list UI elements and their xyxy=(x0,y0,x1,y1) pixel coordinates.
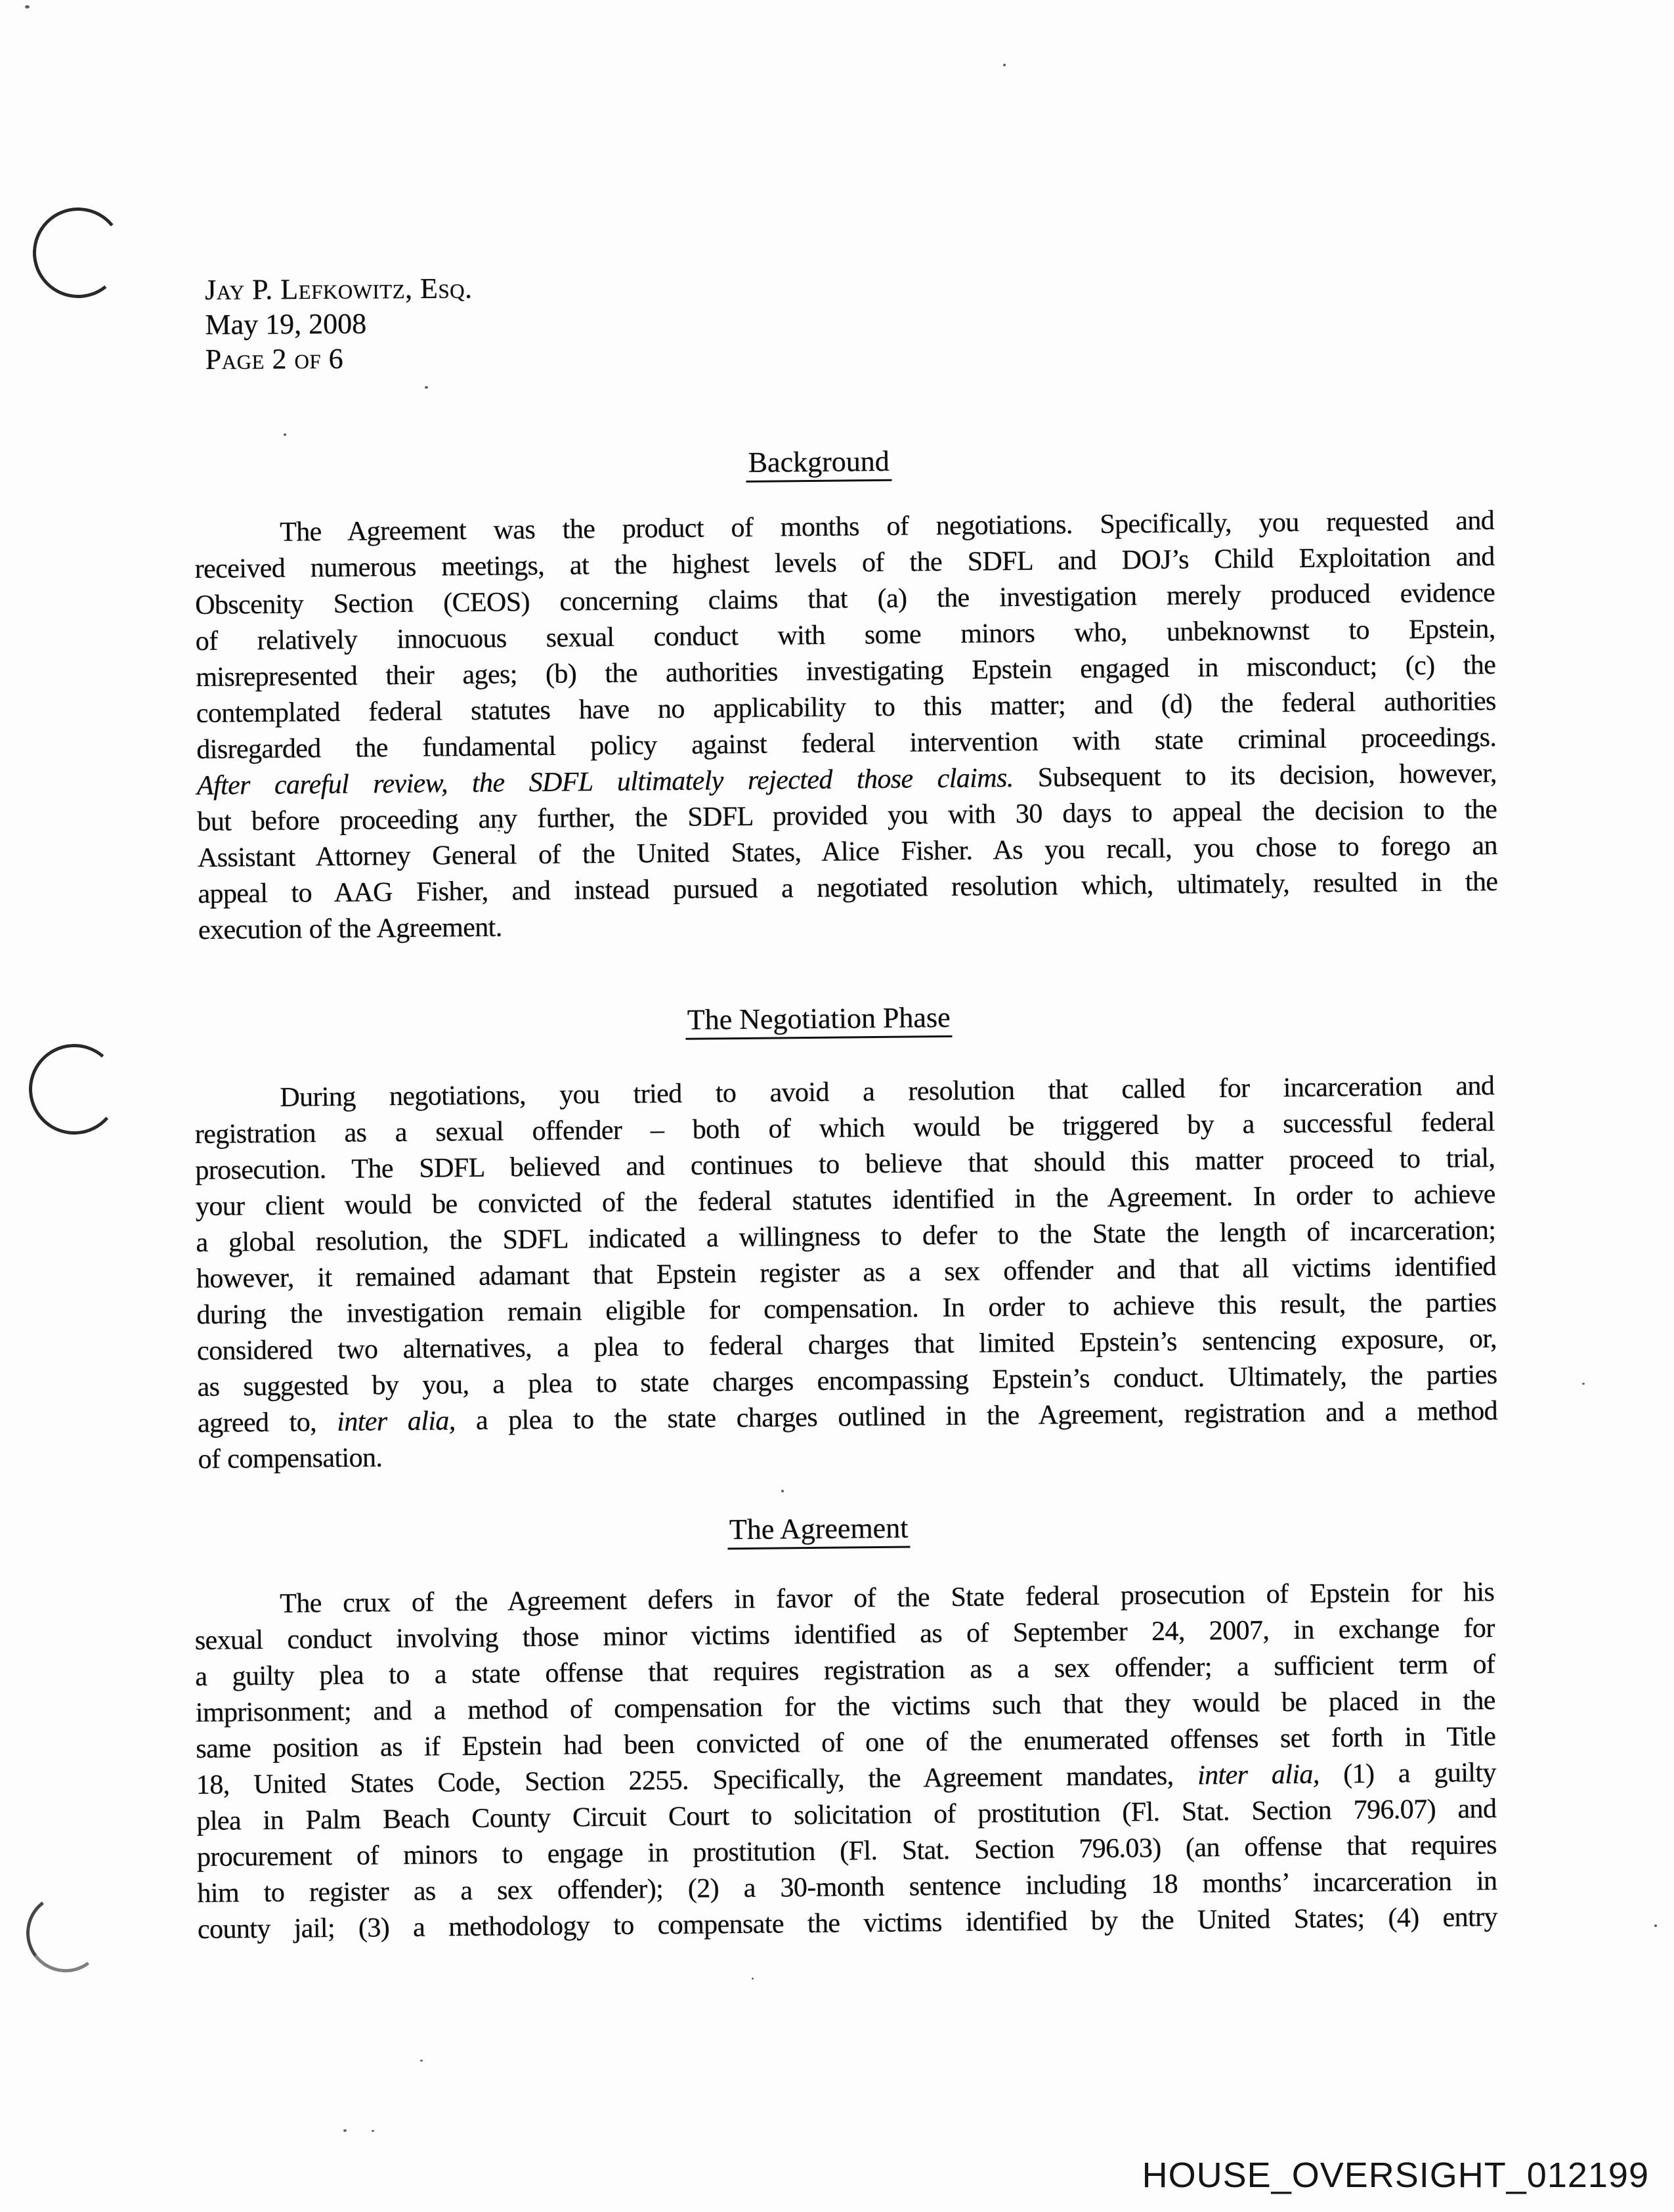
section-body xyxy=(194,503,1498,949)
text-run: agreed to, xyxy=(197,1406,337,1439)
text-run: The crux of the Agreement defers in favor of the State federal prosecution of Epstein for his xyxy=(280,1576,1495,1619)
text-run: 18, United States Code, Section 2255. Specifically, the Agreement mandates, xyxy=(196,1760,1198,1800)
italic-text-run: After careful review, the SDFL ultimately rejected those claims. xyxy=(196,763,1014,801)
text-run: but before proceeding any further, the SDFL provided you with 30 days to appeal the decision to the xyxy=(197,794,1497,837)
scan-arc-artifact xyxy=(26,1041,122,1137)
page-number-line: Page 2 of 6 xyxy=(205,342,344,376)
text-run: registration as a sexual offender – both of which would be triggered by a successful federal xyxy=(194,1106,1495,1150)
letter-header xyxy=(205,271,473,377)
text-run: Obscenity Section (CEOS) concerning claims that (a) the investigation merely produced evidence xyxy=(195,577,1495,620)
scan-speck xyxy=(1654,1924,1657,1927)
text-run: as suggested by you, a plea to state charges encompassing Epstein’s conduct. Ultimately, the parties xyxy=(197,1359,1497,1402)
text-run: contemplated federal statutes have no applicability to this matter; and (d) the federal authorities xyxy=(196,685,1496,729)
paragraph xyxy=(194,1574,1497,1948)
section-heading-text: Background xyxy=(746,445,891,483)
scan-speck xyxy=(25,5,30,9)
text-run: him to register as a sex offender); (2) a 30-month sentence including 18 months’ incarceration in xyxy=(197,1865,1497,1909)
text-run: county jail; (3) a methodology to compensate the victims identified by the United States; (4) entry xyxy=(197,1901,1498,1945)
text-run: procurement of minors to engage in prostitution (Fl. Stat. Section 796.03) (an offense that requires xyxy=(196,1829,1497,1873)
text-run: Assistant Attorney General of the United States, Alice Fisher. As you recall, you chose to forego an xyxy=(197,830,1498,873)
bates-stamp: HOUSE_OVERSIGHT_012199 xyxy=(1142,2156,1649,2195)
text-run: considered two alternatives, a plea to federal charges that limited Epstein’s sentencing exposure, or, xyxy=(196,1323,1497,1366)
text-run: your client would be convicted of the federal statutes identified in the Agreement. In order to achieve xyxy=(195,1179,1496,1222)
text-run: received numerous meetings, at the highest levels of the SDFL and DOJ’s Child Exploitation and xyxy=(194,541,1495,584)
text-run: a guilty plea to a state offense that requires registration as a sex offender; a sufficient term of xyxy=(195,1649,1495,1692)
italic-text-run: inter alia, xyxy=(1197,1759,1320,1791)
italic-text-run: inter alia, xyxy=(337,1406,456,1437)
scan-speck xyxy=(284,433,286,436)
date-line: May 19, 2008 xyxy=(205,307,367,341)
scan-speck xyxy=(1003,64,1006,66)
text-run: prosecution. The SDFL believed and continues to believe that should this matter proceed to trial, xyxy=(195,1142,1495,1186)
recipient-line: Jay P. Lefkowitz, Esq. xyxy=(205,272,473,306)
text-run: imprisonment; and a method of compensation for the victims such that they would be placed in the xyxy=(195,1685,1495,1728)
section-negotiation-phase xyxy=(194,994,1498,1478)
scan-speck xyxy=(425,386,428,389)
scan-speck xyxy=(781,1490,784,1492)
text-run: during the investigation remain eligible for compensation. In order to achieve this result, the parties xyxy=(196,1287,1497,1330)
section-heading-text: The Agreement xyxy=(727,1512,911,1550)
text-run: (1) a guilty xyxy=(1319,1757,1497,1790)
section-heading xyxy=(194,437,1493,486)
text-run: appeal to AAG Fisher, and instead pursued a negotiated resolution which, ultimately, resulted in the xyxy=(198,866,1498,909)
text-run: plea in Palm Beach County Circuit Court to solicitation of prostitution (Fl. Stat. Section 796.07) and xyxy=(196,1793,1497,1836)
scan-arc-artifact xyxy=(28,203,128,303)
section-heading-text: The Negotiation Phase xyxy=(685,1001,953,1040)
scan-speck xyxy=(372,2130,374,2132)
text-run: The Agreement was the product of months of negotiations. Specifically, you requested and xyxy=(279,505,1495,548)
text-run: During negotiations, you tried to avoid a resolution that called for incarceration and xyxy=(280,1070,1495,1113)
text-run: Subsequent to its decision, however, xyxy=(1013,758,1497,794)
text-run: of compensation. xyxy=(198,1442,383,1475)
text-run: a plea to the state charges outlined in the Agreement, registration and a method xyxy=(455,1395,1498,1437)
text-run: misrepresented their ages; (b) the authorities investigating Epstein engaged in misconduct; (c) the xyxy=(196,649,1496,693)
text-run: of relatively innocuous sexual conduct with some minors who, unbeknownst to Epstein, xyxy=(195,613,1495,657)
scan-speck xyxy=(420,2060,423,2062)
text-run: execution of the Agreement. xyxy=(198,912,502,945)
text-run: however, it remained adamant that Epstein register as a sex offender and that all victims identified xyxy=(196,1251,1497,1294)
paragraph xyxy=(194,1068,1498,1478)
scan-arc-artifact xyxy=(21,1888,110,1978)
section-body xyxy=(194,1068,1498,1478)
text-run: disregarded the fundamental policy against federal intervention with state criminal proceedings. xyxy=(196,722,1497,765)
text-run: same position as if Epstein had been convicted of one of the enumerated offenses set forth in Title xyxy=(196,1721,1496,1764)
scan-speck xyxy=(1582,1383,1585,1385)
paragraph xyxy=(194,503,1498,949)
section-background xyxy=(194,437,1498,949)
section-heading xyxy=(194,994,1493,1043)
scan-speck xyxy=(343,2129,347,2132)
section-body xyxy=(194,1574,1497,1948)
text-run: sexual conduct involving those minor victims identified as of September 24, 2007, in exchange for xyxy=(194,1613,1495,1656)
section-heading xyxy=(194,1504,1493,1553)
section-the-agreement xyxy=(194,1504,1497,1948)
text-run: a global resolution, the SDFL indicated a willingness to defer to the State the length of incarceration; xyxy=(196,1215,1496,1258)
scan-speck xyxy=(752,1978,754,1980)
